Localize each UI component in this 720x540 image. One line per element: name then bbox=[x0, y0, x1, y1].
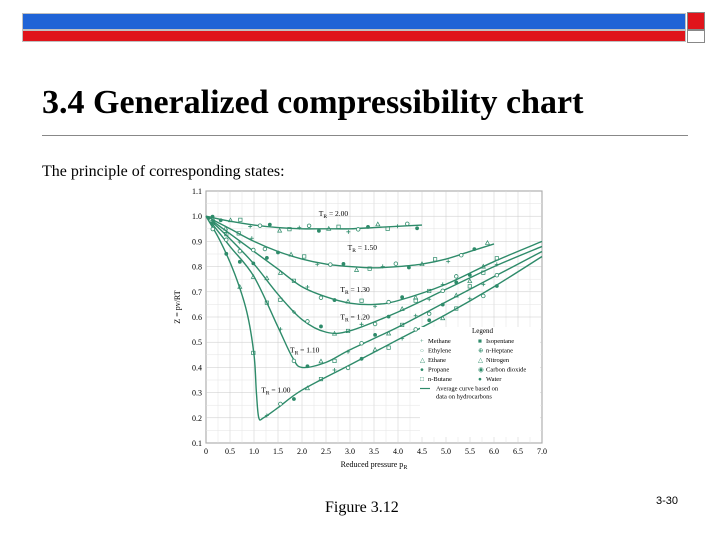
data-point bbox=[394, 262, 398, 266]
data-point bbox=[441, 289, 445, 293]
y-tick-label: 0.4 bbox=[192, 363, 202, 373]
legend-label: Methane bbox=[428, 338, 451, 345]
legend-symbol: □ bbox=[420, 376, 424, 383]
legend-label: Ethane bbox=[428, 357, 447, 364]
chart-legend bbox=[420, 327, 540, 437]
data-point bbox=[329, 263, 333, 267]
legend-symbol: △ bbox=[420, 357, 425, 364]
y-tick-label: 0.1 bbox=[192, 439, 202, 448]
data-point bbox=[373, 333, 377, 337]
legend-title: Legend bbox=[472, 327, 493, 335]
y-tick-label: 0.6 bbox=[192, 313, 202, 322]
legend-label: Water bbox=[486, 376, 502, 383]
compressibility-chart bbox=[168, 183, 548, 475]
x-tick-label: 4.0 bbox=[393, 447, 403, 456]
data-point bbox=[468, 273, 472, 277]
data-point bbox=[342, 262, 346, 266]
data-point bbox=[211, 227, 215, 231]
y-tick-label: 0.3 bbox=[192, 388, 202, 398]
data-point bbox=[219, 218, 223, 222]
data-point bbox=[387, 315, 391, 319]
header-red-square bbox=[687, 12, 705, 30]
data-point bbox=[268, 223, 272, 227]
data-point bbox=[373, 322, 377, 326]
header-white-square bbox=[687, 30, 705, 43]
data-point bbox=[279, 402, 283, 406]
header-blue-bar bbox=[22, 13, 686, 30]
data-point bbox=[360, 357, 364, 361]
legend-symbol: ○ bbox=[420, 347, 424, 355]
title-divider bbox=[42, 135, 688, 136]
y-tick-label: 0.9 bbox=[192, 237, 202, 247]
y-tick-label: 0.8 bbox=[192, 262, 202, 272]
x-tick-label: 0 bbox=[204, 447, 208, 456]
x-tick-label: 5.5 bbox=[465, 447, 475, 456]
header-red-bar bbox=[22, 30, 686, 42]
data-point bbox=[495, 284, 499, 288]
slide-number: 3-30 bbox=[656, 495, 679, 507]
y-tick-label: 0.7 bbox=[192, 287, 202, 297]
data-point bbox=[454, 275, 458, 279]
legend-symbol: + bbox=[420, 338, 424, 345]
x-tick-label: 0.5 bbox=[225, 447, 235, 456]
x-tick-label: 5.0 bbox=[441, 447, 451, 456]
x-tick-label: 6.0 bbox=[489, 447, 499, 456]
legend-symbol: ⊕ bbox=[478, 347, 484, 355]
data-point bbox=[400, 295, 404, 299]
legend-symbol: △ bbox=[478, 357, 483, 364]
x-tick-label: 1.0 bbox=[249, 447, 259, 456]
data-point bbox=[360, 341, 364, 345]
slide-title: 3.4 Generalized compressibility chart bbox=[42, 84, 584, 121]
x-tick-label: 1.5 bbox=[273, 447, 283, 456]
x-tick-label: 6.5 bbox=[513, 447, 523, 456]
legend-line-label: Average curve based on bbox=[436, 385, 499, 393]
data-point bbox=[306, 320, 310, 324]
legend-symbol: ■ bbox=[478, 338, 482, 345]
x-tick-label: 4.5 bbox=[417, 447, 427, 456]
legend-label: Isopentane bbox=[486, 338, 515, 345]
data-point bbox=[306, 364, 310, 368]
figure-caption: Figure 3.12 bbox=[325, 499, 399, 516]
data-point bbox=[407, 266, 411, 270]
data-point bbox=[263, 247, 267, 251]
x-tick-label: 7.0 bbox=[537, 447, 547, 456]
curve-label: $T_R = 1.10$ bbox=[290, 345, 320, 357]
data-point bbox=[292, 397, 296, 401]
y-tick-label: 1.1 bbox=[192, 187, 202, 196]
x-tick-label: 2.5 bbox=[321, 447, 331, 456]
data-point bbox=[387, 300, 391, 304]
data-point bbox=[346, 366, 350, 370]
data-point bbox=[495, 273, 499, 277]
data-point bbox=[405, 222, 409, 226]
data-point bbox=[319, 296, 323, 300]
x-tick-label: 3.0 bbox=[345, 447, 355, 456]
data-point bbox=[238, 260, 242, 264]
data-point bbox=[224, 252, 228, 256]
data-point bbox=[366, 225, 370, 229]
legend-label: Propane bbox=[428, 366, 450, 374]
y-tick-label: 0.5 bbox=[192, 338, 202, 348]
y-axis-label: Z = pv/RT bbox=[173, 290, 182, 324]
data-point bbox=[459, 253, 463, 257]
data-point bbox=[454, 281, 458, 285]
legend-label: n-Heptane bbox=[486, 347, 514, 355]
legend-symbol: ◉ bbox=[478, 366, 484, 374]
data-point bbox=[333, 298, 337, 302]
legend-symbol: ● bbox=[420, 366, 424, 374]
data-point bbox=[482, 294, 486, 298]
data-point bbox=[252, 248, 256, 252]
curve-label: $T_R = 1.30$ bbox=[340, 284, 370, 296]
data-point bbox=[238, 249, 242, 253]
data-point bbox=[414, 328, 418, 332]
data-point bbox=[276, 251, 280, 255]
curve-label: $T_R = 2.00$ bbox=[318, 209, 349, 221]
y-tick-label: 0.2 bbox=[192, 413, 202, 423]
data-point bbox=[441, 303, 445, 307]
x-tick-label: 3.5 bbox=[369, 447, 379, 456]
curve-label: $T_R = 1.20$ bbox=[340, 312, 370, 324]
legend-label: Carbon dioxide bbox=[486, 366, 527, 374]
curve-label: $T_R = 1.00$ bbox=[261, 385, 291, 397]
x-tick-label: 2.0 bbox=[297, 447, 307, 456]
data-point bbox=[415, 226, 419, 230]
data-point bbox=[265, 256, 269, 260]
data-point bbox=[319, 325, 323, 329]
data-point bbox=[258, 224, 262, 228]
data-point bbox=[224, 238, 228, 242]
data-point bbox=[292, 359, 296, 363]
data-point bbox=[317, 229, 321, 233]
curve-label: $T_R = 1.50$ bbox=[347, 243, 377, 255]
y-tick-label: 1.0 bbox=[192, 212, 202, 222]
data-point bbox=[472, 247, 476, 251]
data-point bbox=[307, 224, 311, 228]
legend-symbol: ● bbox=[478, 376, 482, 383]
data-point bbox=[251, 261, 255, 265]
data-point bbox=[356, 228, 360, 232]
data-point bbox=[427, 312, 431, 316]
legend-line-label: data on hydrocarbons bbox=[436, 393, 492, 401]
x-axis-label: Reduced pressure $p_R$ bbox=[340, 460, 408, 471]
legend-label: n-Butane bbox=[428, 376, 452, 383]
legend-label: Ethylene bbox=[428, 347, 452, 355]
legend-label: Nitrogen bbox=[486, 357, 510, 364]
data-point bbox=[427, 318, 431, 322]
slide-subtitle: The principle of corresponding states: bbox=[42, 163, 285, 180]
